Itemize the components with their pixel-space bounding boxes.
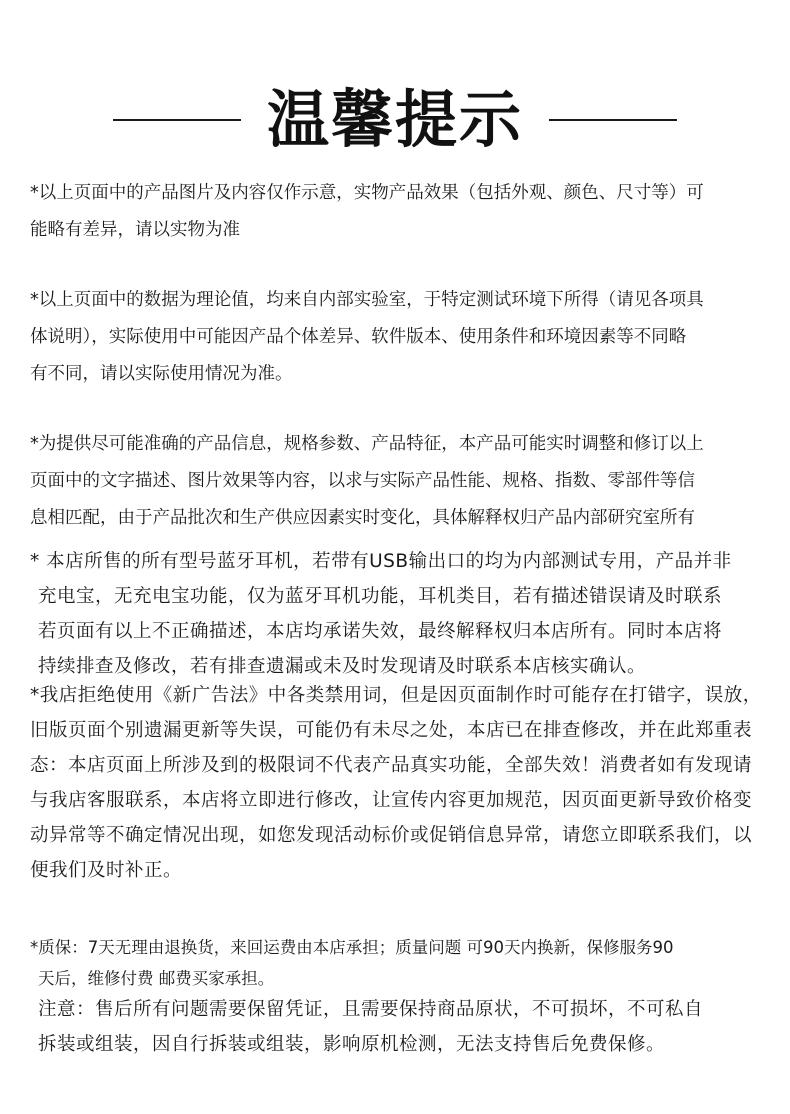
notice-paragraph-3 <box>30 426 765 537</box>
paragraph-line: * 本店所售的所有型号蓝牙耳机，若带有USB输出口的均为内部测试专用，产品并非 <box>30 551 732 572</box>
warranty-paragraph <box>30 932 765 994</box>
paragraph-line: 态：本店页面上所涉及到的极限词不代表产品真实功能，全部失效！消费者如有发现请 <box>30 755 753 776</box>
paragraph-line: 体说明），实际使用中可能因产品个体差异、软件版本、使用条件和环境因素等不同略 <box>30 327 687 347</box>
paragraph-line: 能略有差异，请以实物为准 <box>30 220 240 240</box>
paragraph-line: 与我店客服联系，本店将立即进行修改，让宣传内容更加规范，因页面更新导致价格变 <box>30 790 753 811</box>
paragraph-line: *我店拒绝使用《新广告法》中各类禁用词，但是因页面制作时可能存在打错字，误放， <box>30 685 762 706</box>
notice-paragraph-4 <box>30 544 765 684</box>
paragraph-line: 拆装或组装，因自行拆装或组装，影响原机检测，无法支持售后免费保修。 <box>38 1034 666 1055</box>
paragraph-line: *以上页面中的数据为理论值，均来自内部实验室，于特定测试环境下所得（请见各项具 <box>30 290 704 310</box>
after-sales-note <box>30 992 765 1062</box>
notice-paragraph-2 <box>30 282 765 393</box>
paragraph-line: 动异常等不确定情况出现，如您发现活动标价或促销信息异常，请您立即联系我们，以 <box>30 825 753 846</box>
title-left-rule <box>113 119 241 121</box>
notice-paragraph-5 <box>30 678 765 888</box>
notice-paragraph-1 <box>30 175 765 249</box>
paragraph-line: *为提供尽可能准确的产品信息，规格参数、产品特征，本产品可能实时调整和修订以上 <box>30 434 704 454</box>
paragraph-line: 充电宝，无充电宝功能，仅为蓝牙耳机功能，耳机类目，若有描述错误请及时联系 <box>38 586 723 607</box>
paragraph-line: 便我们及时补正。 <box>30 860 183 881</box>
title-row <box>0 80 790 160</box>
page-title: 温馨提示 <box>266 83 523 156</box>
paragraph-line: 天后，维修付费 邮费买家承担。 <box>38 969 275 988</box>
paragraph-line: 持续排查及修改，若有排查遗漏或未及时发现请及时联系本店核实确认。 <box>38 656 647 677</box>
paragraph-line: 页面中的文字描述、图片效果等内容，以求与实际产品性能、规格、指数、零部件等信 <box>30 471 695 491</box>
paragraph-line: 若页面有以上不正确描述，本店均承诺失效，最终解释权归本店所有。同时本店将 <box>38 621 723 642</box>
paragraph-line: *以上页面中的产品图片及内容仅作示意，实物产品效果（包括外观、颜色、尺寸等）可 <box>30 183 704 203</box>
title-right-rule <box>549 119 677 121</box>
paragraph-line: 有不同，请以实际使用情况为准。 <box>30 364 293 384</box>
paragraph-line: 息相匹配，由于产品批次和生产供应因素实时变化，具体解释权归产品内部研究室所有 <box>30 508 695 528</box>
paragraph-line: 注意：售后所有问题需要保留凭证，且需要保持商品原状，不可损坏，不可私自 <box>38 999 704 1020</box>
paragraph-line: 旧版页面个别遗漏更新等失误，可能仍有未尽之处，本店已在排查修改，并在此郑重表 <box>30 720 753 741</box>
paragraph-line: *质保：7天无理由退换货，来回运费由本店承担；质量问题 可90天内换新，保修服务90 <box>30 938 674 957</box>
